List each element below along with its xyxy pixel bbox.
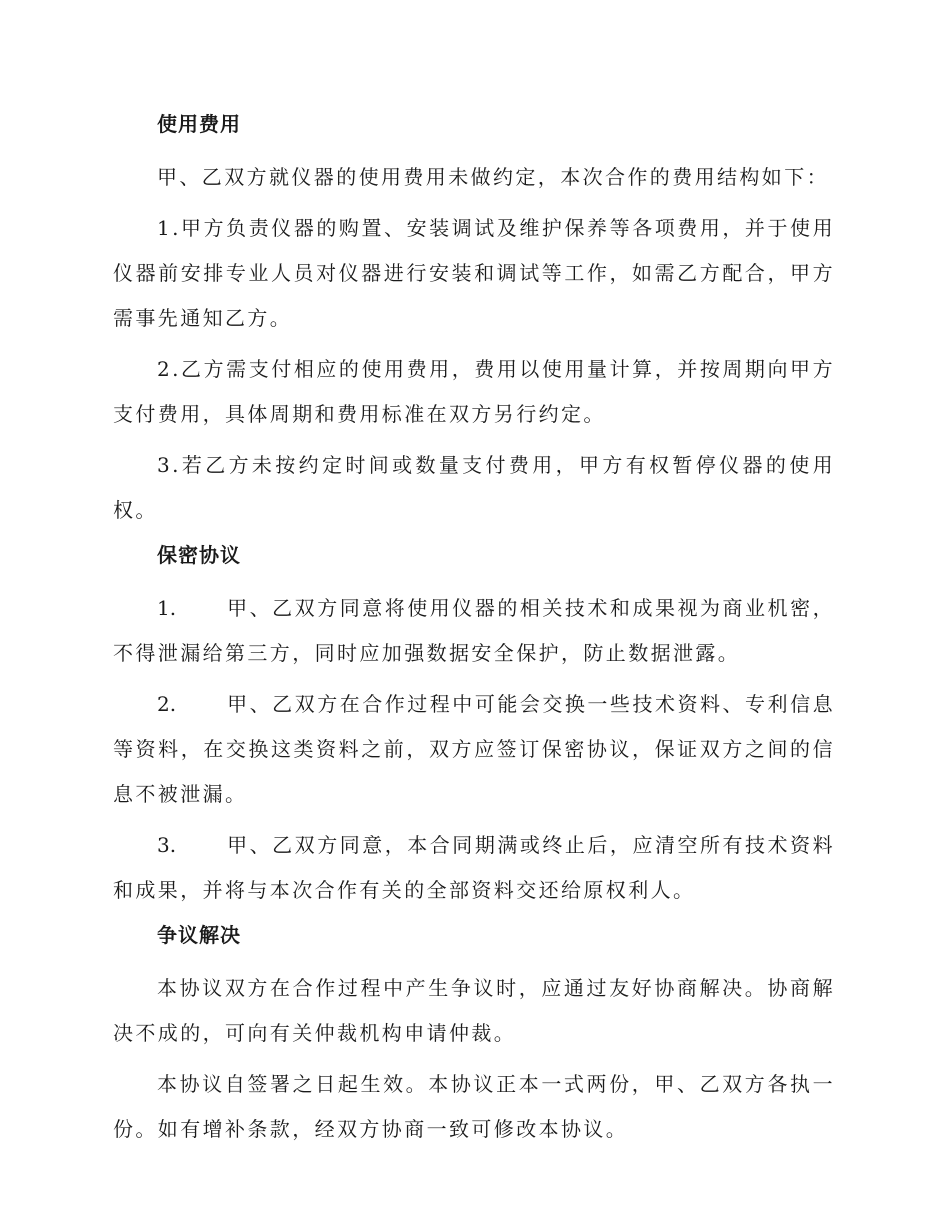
usage-fee-intro: 甲、乙双方就仪器的使用费用未做约定，本次合作的费用结构如下：	[157, 165, 829, 189]
dispute-paragraph-1: 本协议双方在合作过程中产生争议时，应通过友好协商解决。协商解决不成的，可向有关仲裁机构申请仲裁。	[113, 976, 835, 1045]
section-heading-confidentiality: 保密协议	[157, 543, 241, 567]
usage-fee-item-1: 1.甲方负责仪器的购置、安装调试及维护保养等各项费用，并于使用仪器前安排专业人员对仪器进行安装和调试等工作，如需乙方配合，甲方需事先通知乙方。	[113, 216, 835, 330]
item-number: 3.	[157, 833, 177, 857]
confidentiality-item-3	[113, 823, 835, 913]
section-heading-dispute: 争议解决	[157, 923, 241, 947]
usage-fee-item-2: 2.乙方需支付相应的使用费用，费用以使用量计算，并按周期向甲方支付费用，具体周期和费用标准在双方另行约定。	[113, 357, 835, 426]
item-number: 1.	[157, 596, 177, 620]
usage-fee-item-3: 3.若乙方未按约定时间或数量支付费用，甲方有权暂停仪器的使用权。	[113, 453, 835, 522]
item-text: 甲、乙双方在合作过程中可能会交换一些技术资料、专利信息等资料，在交换这类资料之前，双方应签订保密协议，保证双方之间的信息不被泄漏。	[113, 692, 835, 806]
dispute-paragraph-2: 本协议自签署之日起生效。本协议正本一式两份，甲、乙双方各执一份。如有增补条款，经双方协商一致可修改本协议。	[113, 1072, 835, 1141]
item-text: 甲、乙双方同意，本合同期满或终止后，应清空所有技术资料和成果，并将与本次合作有关的全部资料交还给原权利人。	[113, 833, 835, 902]
item-text: 甲、乙双方同意将使用仪器的相关技术和成果视为商业机密，不得泄漏给第三方，同时应加强数据安全保护，防止数据泄露。	[113, 596, 835, 665]
confidentiality-item-2	[113, 682, 835, 817]
item-number: 2.	[157, 692, 177, 716]
document-body	[113, 108, 835, 1158]
confidentiality-item-1	[113, 586, 835, 676]
section-heading-usage-fee: 使用费用	[157, 112, 241, 136]
